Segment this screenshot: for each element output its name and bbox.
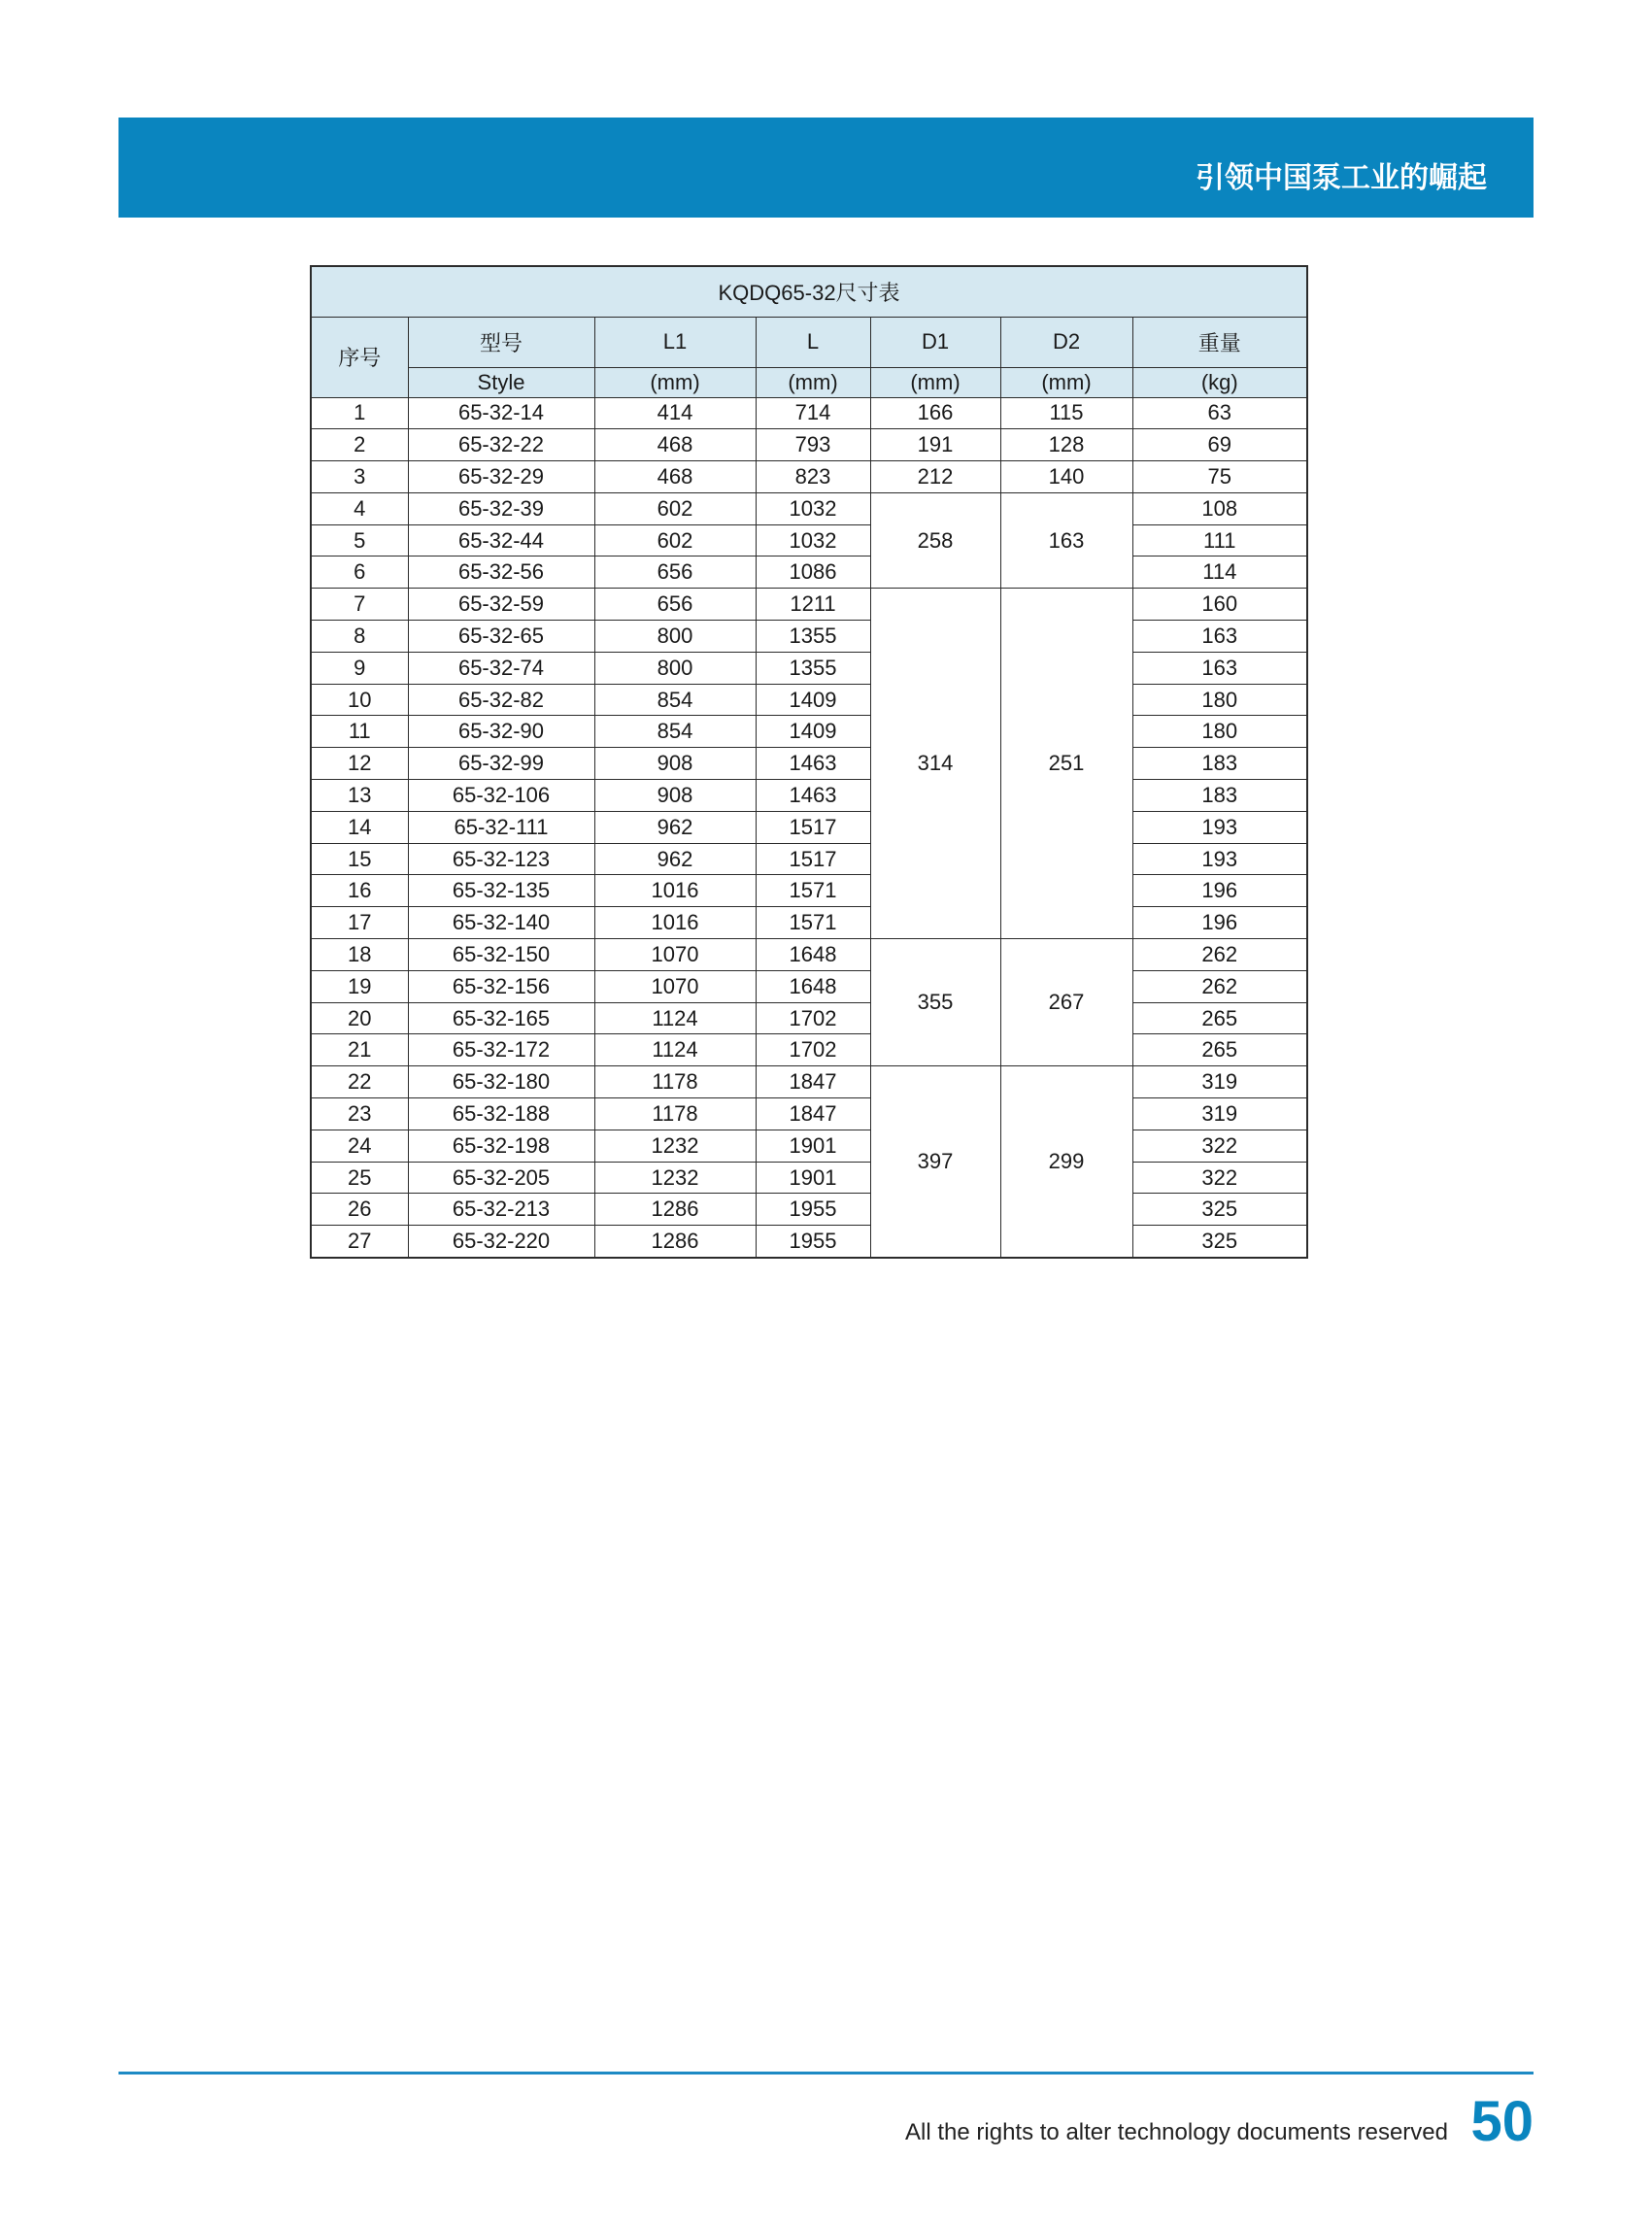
- cell-model: 65-32-39: [408, 492, 594, 524]
- cell-d2: 251: [1000, 589, 1132, 939]
- footer-rights-text: All the rights to alter technology documents reserved: [905, 2119, 1448, 2145]
- table-row: [311, 1130, 1307, 1162]
- cell-l1: 414: [594, 397, 756, 429]
- cell-l: 1409: [756, 684, 870, 716]
- cell-d1: 314: [870, 589, 1000, 939]
- table-row: [311, 684, 1307, 716]
- cell-seq: 15: [311, 843, 408, 875]
- cell-model: 65-32-156: [408, 970, 594, 1002]
- table-row: [311, 621, 1307, 653]
- cell-model: 65-32-106: [408, 780, 594, 812]
- cell-model: 65-32-14: [408, 397, 594, 429]
- table-row: [311, 939, 1307, 971]
- cell-d2: 128: [1000, 429, 1132, 461]
- table-row: [311, 1194, 1307, 1226]
- table-row: [311, 970, 1307, 1002]
- table-row: [311, 1002, 1307, 1034]
- cell-d1: 166: [870, 397, 1000, 429]
- cell-weight: 163: [1132, 621, 1307, 653]
- table-row: [311, 1098, 1307, 1130]
- cell-seq: 18: [311, 939, 408, 971]
- cell-weight: 193: [1132, 811, 1307, 843]
- unit-d2: (mm): [1000, 367, 1132, 397]
- cell-l1: 1124: [594, 1002, 756, 1034]
- header-d1: D1: [870, 317, 1000, 367]
- cell-weight: 180: [1132, 716, 1307, 748]
- cell-seq: 24: [311, 1130, 408, 1162]
- cell-l1: 468: [594, 429, 756, 461]
- cell-l1: 908: [594, 748, 756, 780]
- table-row: [311, 780, 1307, 812]
- cell-seq: 27: [311, 1226, 408, 1258]
- cell-weight: 63: [1132, 397, 1307, 429]
- cell-seq: 9: [311, 652, 408, 684]
- cell-weight: 322: [1132, 1162, 1307, 1194]
- cell-model: 65-32-82: [408, 684, 594, 716]
- cell-seq: 2: [311, 429, 408, 461]
- table-row: [311, 429, 1307, 461]
- cell-model: 65-32-150: [408, 939, 594, 971]
- cell-model: 65-32-205: [408, 1162, 594, 1194]
- header-l: L: [756, 317, 870, 367]
- cell-seq: 23: [311, 1098, 408, 1130]
- table-row: [311, 652, 1307, 684]
- cell-model: 65-32-44: [408, 524, 594, 556]
- cell-l: 823: [756, 461, 870, 493]
- cell-d1: 355: [870, 939, 1000, 1066]
- cell-seq: 1: [311, 397, 408, 429]
- cell-weight: 163: [1132, 652, 1307, 684]
- cell-l: 1409: [756, 716, 870, 748]
- cell-weight: 75: [1132, 461, 1307, 493]
- cell-model: 65-32-56: [408, 556, 594, 589]
- cell-l1: 962: [594, 811, 756, 843]
- cell-l: 1571: [756, 875, 870, 907]
- cell-l: 1086: [756, 556, 870, 589]
- header-l1: L1: [594, 317, 756, 367]
- cell-l1: 1178: [594, 1066, 756, 1098]
- cell-l: 1648: [756, 939, 870, 971]
- cell-l1: 1070: [594, 970, 756, 1002]
- table-row: [311, 461, 1307, 493]
- cell-l1: 1232: [594, 1162, 756, 1194]
- cell-d1: 212: [870, 461, 1000, 493]
- cell-weight: 114: [1132, 556, 1307, 589]
- cell-l1: 800: [594, 621, 756, 653]
- cell-l: 714: [756, 397, 870, 429]
- cell-l: 1211: [756, 589, 870, 621]
- table-row: [311, 1162, 1307, 1194]
- cell-model: 65-32-135: [408, 875, 594, 907]
- unit-l1: (mm): [594, 367, 756, 397]
- cell-l: 1463: [756, 748, 870, 780]
- cell-model: 65-32-188: [408, 1098, 594, 1130]
- cell-l: 1901: [756, 1162, 870, 1194]
- cell-l: 1032: [756, 492, 870, 524]
- cell-l: 1955: [756, 1226, 870, 1258]
- table-row: [311, 589, 1307, 621]
- cell-model: 65-32-220: [408, 1226, 594, 1258]
- cell-l1: 1178: [594, 1098, 756, 1130]
- cell-l: 1847: [756, 1066, 870, 1098]
- cell-l1: 656: [594, 556, 756, 589]
- cell-l1: 1016: [594, 907, 756, 939]
- cell-l1: 1286: [594, 1226, 756, 1258]
- table-row: [311, 1066, 1307, 1098]
- cell-l: 1955: [756, 1194, 870, 1226]
- cell-weight: 319: [1132, 1098, 1307, 1130]
- cell-weight: 262: [1132, 970, 1307, 1002]
- cell-l1: 1124: [594, 1034, 756, 1066]
- cell-l1: 1232: [594, 1130, 756, 1162]
- cell-weight: 111: [1132, 524, 1307, 556]
- cell-seq: 26: [311, 1194, 408, 1226]
- cell-model: 65-32-29: [408, 461, 594, 493]
- header-d2: D2: [1000, 317, 1132, 367]
- cell-seq: 14: [311, 811, 408, 843]
- cell-l: 1032: [756, 524, 870, 556]
- header-model-en: Style: [408, 367, 594, 397]
- table-row: [311, 397, 1307, 429]
- cell-weight: 196: [1132, 875, 1307, 907]
- cell-d1: 191: [870, 429, 1000, 461]
- table-row: [311, 907, 1307, 939]
- cell-l: 1463: [756, 780, 870, 812]
- cell-l: 1517: [756, 843, 870, 875]
- cell-l: 1648: [756, 970, 870, 1002]
- table-row: [311, 556, 1307, 589]
- cell-seq: 16: [311, 875, 408, 907]
- page-number: 50: [1470, 2090, 1534, 2153]
- cell-model: 65-32-140: [408, 907, 594, 939]
- unit-l: (mm): [756, 367, 870, 397]
- cell-l1: 468: [594, 461, 756, 493]
- header-banner: [118, 118, 1534, 218]
- cell-d1: 258: [870, 492, 1000, 588]
- cell-l: 1355: [756, 652, 870, 684]
- cell-seq: 4: [311, 492, 408, 524]
- cell-model: 65-32-165: [408, 1002, 594, 1034]
- table-row: [311, 524, 1307, 556]
- table-row: [311, 492, 1307, 524]
- cell-seq: 12: [311, 748, 408, 780]
- cell-seq: 11: [311, 716, 408, 748]
- cell-weight: 322: [1132, 1130, 1307, 1162]
- cell-seq: 5: [311, 524, 408, 556]
- cell-l1: 1016: [594, 875, 756, 907]
- cell-l: 1517: [756, 811, 870, 843]
- cell-l1: 854: [594, 716, 756, 748]
- cell-model: 65-32-198: [408, 1130, 594, 1162]
- cell-weight: 160: [1132, 589, 1307, 621]
- dimension-table: [310, 265, 1308, 1259]
- cell-weight: 108: [1132, 492, 1307, 524]
- cell-weight: 265: [1132, 1034, 1307, 1066]
- header-title: 引领中国泵工业的崛起: [1196, 161, 1487, 195]
- cell-model: 65-32-99: [408, 748, 594, 780]
- cell-seq: 13: [311, 780, 408, 812]
- cell-seq: 20: [311, 1002, 408, 1034]
- cell-weight: 265: [1132, 1002, 1307, 1034]
- cell-model: 65-32-90: [408, 716, 594, 748]
- cell-model: 65-32-172: [408, 1034, 594, 1066]
- table-row: [311, 843, 1307, 875]
- table-row: [311, 875, 1307, 907]
- cell-seq: 17: [311, 907, 408, 939]
- cell-l1: 1286: [594, 1194, 756, 1226]
- cell-model: 65-32-59: [408, 589, 594, 621]
- table-caption: KQDQ65-32尺寸表: [311, 266, 1307, 317]
- cell-seq: 3: [311, 461, 408, 493]
- cell-d2: 115: [1000, 397, 1132, 429]
- cell-l: 1901: [756, 1130, 870, 1162]
- cell-weight: 183: [1132, 780, 1307, 812]
- cell-weight: 69: [1132, 429, 1307, 461]
- cell-seq: 10: [311, 684, 408, 716]
- cell-l1: 656: [594, 589, 756, 621]
- cell-model: 65-32-74: [408, 652, 594, 684]
- cell-l: 1847: [756, 1098, 870, 1130]
- cell-weight: 193: [1132, 843, 1307, 875]
- cell-weight: 319: [1132, 1066, 1307, 1098]
- cell-d2: 267: [1000, 939, 1132, 1066]
- unit-d1: (mm): [870, 367, 1000, 397]
- cell-l1: 908: [594, 780, 756, 812]
- cell-l1: 1070: [594, 939, 756, 971]
- cell-seq: 7: [311, 589, 408, 621]
- cell-d2: 140: [1000, 461, 1132, 493]
- unit-weight: (kg): [1132, 367, 1307, 397]
- footer-divider: [118, 2072, 1534, 2074]
- cell-seq: 8: [311, 621, 408, 653]
- cell-d2: 163: [1000, 492, 1132, 588]
- table-row: [311, 811, 1307, 843]
- cell-seq: 6: [311, 556, 408, 589]
- cell-weight: 262: [1132, 939, 1307, 971]
- cell-l: 1355: [756, 621, 870, 653]
- table-row: [311, 748, 1307, 780]
- cell-d2: 299: [1000, 1066, 1132, 1258]
- table-row: [311, 1226, 1307, 1258]
- header-seq: 序号: [311, 317, 408, 397]
- cell-l: 793: [756, 429, 870, 461]
- cell-model: 65-32-123: [408, 843, 594, 875]
- cell-l1: 800: [594, 652, 756, 684]
- cell-model: 65-32-213: [408, 1194, 594, 1226]
- cell-seq: 22: [311, 1066, 408, 1098]
- cell-weight: 196: [1132, 907, 1307, 939]
- cell-seq: 25: [311, 1162, 408, 1194]
- cell-seq: 19: [311, 970, 408, 1002]
- header-weight: 重量: [1132, 317, 1307, 367]
- table-row: [311, 716, 1307, 748]
- cell-l1: 602: [594, 492, 756, 524]
- cell-weight: 180: [1132, 684, 1307, 716]
- cell-l1: 854: [594, 684, 756, 716]
- cell-seq: 21: [311, 1034, 408, 1066]
- table-body: [311, 397, 1307, 1258]
- header-model: 型号: [408, 317, 594, 367]
- cell-model: 65-32-180: [408, 1066, 594, 1098]
- cell-l1: 962: [594, 843, 756, 875]
- cell-weight: 183: [1132, 748, 1307, 780]
- cell-d1: 397: [870, 1066, 1000, 1258]
- cell-l: 1702: [756, 1002, 870, 1034]
- cell-model: 65-32-111: [408, 811, 594, 843]
- cell-model: 65-32-65: [408, 621, 594, 653]
- cell-l: 1571: [756, 907, 870, 939]
- cell-l1: 602: [594, 524, 756, 556]
- cell-weight: 325: [1132, 1226, 1307, 1258]
- cell-model: 65-32-22: [408, 429, 594, 461]
- table-row: [311, 1034, 1307, 1066]
- cell-weight: 325: [1132, 1194, 1307, 1226]
- cell-l: 1702: [756, 1034, 870, 1066]
